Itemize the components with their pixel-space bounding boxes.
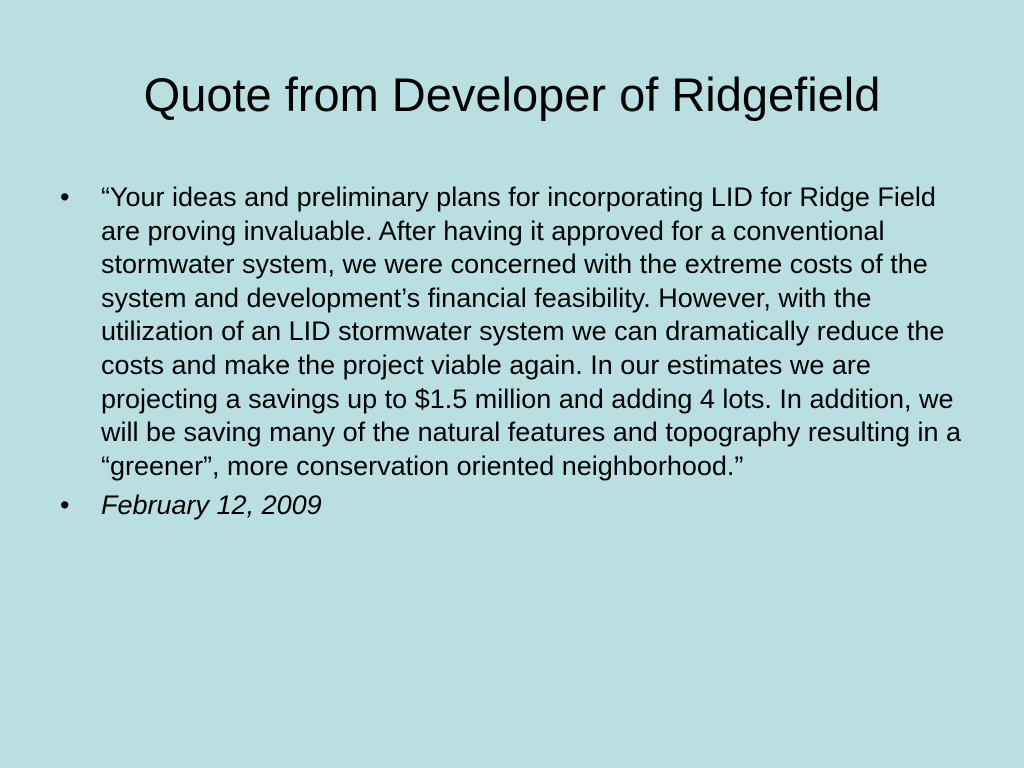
- developer-quote-text: “Your ideas and preliminary plans for incorporating LID for Ridge Field are proving invaluable. After having it approved for a conventional stormwater system, we were concerned with the extreme costs of the system and development’s financial feasibility. However, with the utilization of an LID stormwater system we can dramatically reduce the costs and make the project viable again. In our estimates we are projecting a savings up to $1.5 million and adding 4 lots. In addition, we will be saving many of the natural features and topography resulting in a “greener”, more conservation oriented neighborhood.”: [101, 182, 962, 481]
- bullet-marker: •: [60, 490, 70, 521]
- quote-bullet: [60, 181, 970, 483]
- slide-title: Quote from Developer of Ridgefield: [143, 68, 881, 121]
- bullet-list: [60, 181, 970, 529]
- date-bullet: [60, 489, 970, 523]
- bullet-marker: •: [60, 182, 70, 212]
- quote-date-text: February 12, 2009: [101, 490, 322, 521]
